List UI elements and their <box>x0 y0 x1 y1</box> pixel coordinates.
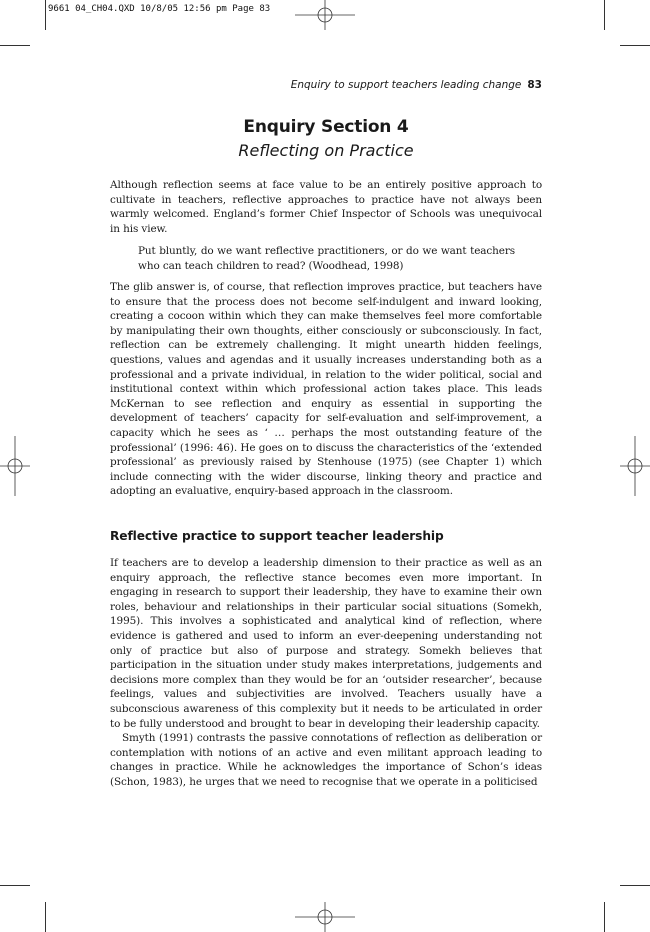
leadership-paragraph-block <box>110 556 542 790</box>
block-quote: Put bluntly, do we want reflective practitioners, or do we want teachers who can teach children to read? (Woodhead, 1998) <box>138 245 515 272</box>
intro-paragraph-block <box>110 178 542 236</box>
page-number: 83 <box>527 79 542 91</box>
subheading: Reflective practice to support teacher leadership <box>110 529 444 543</box>
crop-mark-bottom-left-v <box>45 902 46 932</box>
crop-mark-top-left-h <box>0 45 30 46</box>
running-head-title: Enquiry to support teachers leading change <box>290 79 522 91</box>
paragraph-3: If teachers are to develop a leadership dimension to their practice as well as an enquiry approach, the reflective stance becomes even more important. In engaging in research to support their leadership, they have to examine their own roles, behaviour and relationships in their particular social situations (Somekh, 1995). This involves a sophisticated and analytical kind of reflection, where evidence is gathered and used to inform an ever-deepening understanding not only of practice but also of purpose and strategy. Somekh believes that participation in the situation under study makes interpretations, judgements and decisions more complex than they would be for an ‘outsider researcher’, because feelings, values and subjectivities are involved. Teachers usually have a subconscious awareness of this complexity but it needs to be articulated in order to be fully understood and brought to bear in developing their leadership capacity. <box>110 557 542 730</box>
crop-mark-top-left-v <box>45 0 46 30</box>
registration-mark-left <box>0 436 30 496</box>
crop-mark-top-right-v <box>604 0 605 30</box>
crop-mark-bottom-left-h <box>0 885 30 886</box>
crop-mark-bottom-right-v <box>604 902 605 932</box>
main-paragraph-block <box>110 280 542 499</box>
registration-mark-right <box>620 436 650 496</box>
crop-mark-bottom-right-h <box>620 885 650 886</box>
paragraph-2: The glib answer is, of course, that reflection improves practice, but teachers have to ensure that the process does not become self-indulgent and inward looking, creating a cocoon within which they can make themselves feel more comfortable by manipulating their own thoughts, either consciously or subconsciously. In fact, reflection can be extremely challenging. It might unearth hidden feelings, questions, values and agendas and it usually increases understanding both as a professional and a private individual, in relation to the wider political, social and institutional context within which professional action takes place. This leads McKernan to see reflection and enquiry as essential in supporting the development of teachers’ capacity for self-evaluation and self-improvement, a capacity which he sees as ‘ … perhaps the most outstanding feature of the professional’ (1996: 46). He goes on to discuss the characteristics of the ‘extended professional’ as previously raised by Stenhouse (1975) (see Chapter 1) which include connecting with the wider discourse, linking theory and practice and adopting an evaluative, enquiry-based approach in the classroom. <box>110 281 542 498</box>
paragraph-4: Smyth (1991) contrasts the passive connotations of reflection as deliberation or contemplation with notions of an active and even militant approach leading to changes in practice. While he acknowledges the importance of Schon’s ideas (Schon, 1983), he urges that we need to recognise that we operate in a politicised <box>110 732 542 788</box>
paragraph-1: Although reflection seems at face value to be an entirely positive approach to cultivate in teachers, reflective approaches to practice have not always been warmly welcomed. England’s former Chief Inspector of Schools was unequivocal in his view. <box>110 179 542 235</box>
crop-mark-top-right-h <box>620 45 650 46</box>
registration-mark-top <box>295 0 355 30</box>
running-head <box>110 79 542 91</box>
registration-mark-bottom <box>295 902 355 932</box>
section-heading: Enquiry Section 4 <box>243 117 409 137</box>
print-slug: 9661 04_CH04.QXD 10/8/05 12:56 pm Page 83 <box>48 4 271 14</box>
section-subtitle: Reflecting on Practice <box>238 141 414 160</box>
